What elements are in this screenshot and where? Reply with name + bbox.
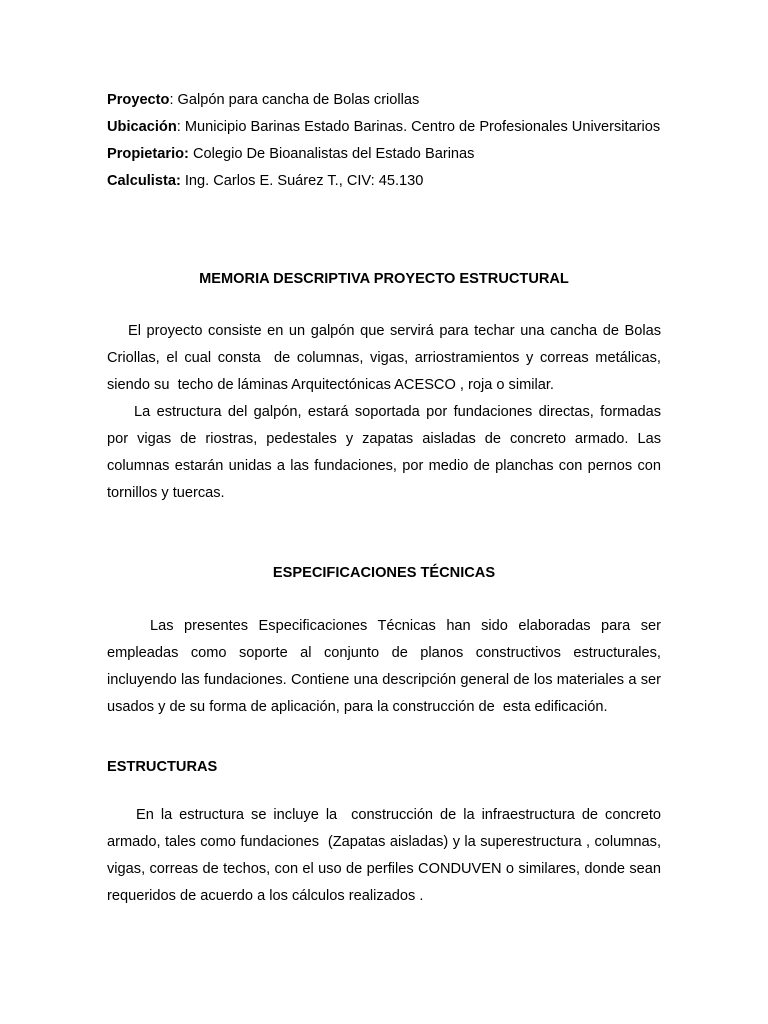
field-propietario [107, 141, 661, 168]
estructuras-paragraph-1: En la estructura se incluye la construcción de la infraestructura de concreto armado, tales como fundaciones (Zapatas aisladas) y la superestructura , columnas, vigas, correas de techos, con el uso de perfiles CONDUVEN o similares, donde sean requeridos de acuerdo a los cálculos realizados . [107, 807, 666, 904]
field-proyecto [107, 87, 661, 114]
proyecto-value: : Galpón para cancha de Bolas criollas [169, 92, 420, 108]
field-ubicacion [107, 114, 661, 141]
especificaciones-paragraph-1: Las presentes Especificaciones Técnicas han sido elaboradas para ser empleadas como soporte al conjunto de planos constructivos estructurales, incluyendo las fundaciones. Contiene una descripción general de los materiales a ser usados y de su forma de aplicación, para la construcción de esta edificación. [107, 618, 666, 715]
ubicacion-label: Ubicación [107, 119, 177, 135]
calculista-value: Ing. Carlos E. Suárez T., CIV: 45.130 [180, 173, 424, 189]
memoria-body [107, 318, 666, 507]
calculista-label: Calculista: [107, 173, 181, 189]
project-info [107, 87, 661, 195]
especificaciones-heading: ESPECIFICACIONES TÉCNICAS [272, 565, 496, 581]
especificaciones-body [107, 613, 666, 721]
memoria-paragraph-2: La estructura del galpón, estará soportada por fundaciones directas, formadas por vigas de riostras, pedestales y zapatas aisladas de concreto armado. Las columnas estarán unidas a las fundaciones, por medio de planchas con pernos con tornillos y tuercas. [107, 404, 666, 501]
estructuras-heading: ESTRUCTURAS [107, 759, 218, 775]
memoria-heading: MEMORIA DESCRIPTIVA PROYECTO ESTRUCTURAL [199, 271, 569, 287]
memoria-paragraph-1: El proyecto consiste en un galpón que servirá para techar una cancha de Bolas Criollas, el cual consta de columnas, vigas, arriostramientos y correas metálicas, siendo su techo de láminas Arquitectónicas ACESCO , roja o similar. [107, 323, 666, 393]
propietario-label: Propietario: [107, 146, 189, 162]
proyecto-label: Proyecto [107, 92, 170, 108]
propietario-value: Colegio De Bioanalistas del Estado Barinas [188, 146, 475, 162]
estructuras-body [107, 802, 666, 910]
ubicacion-value: : Municipio Barinas Estado Barinas. Centro de Profesionales Universitarios [176, 119, 661, 135]
field-calculista [107, 168, 661, 195]
